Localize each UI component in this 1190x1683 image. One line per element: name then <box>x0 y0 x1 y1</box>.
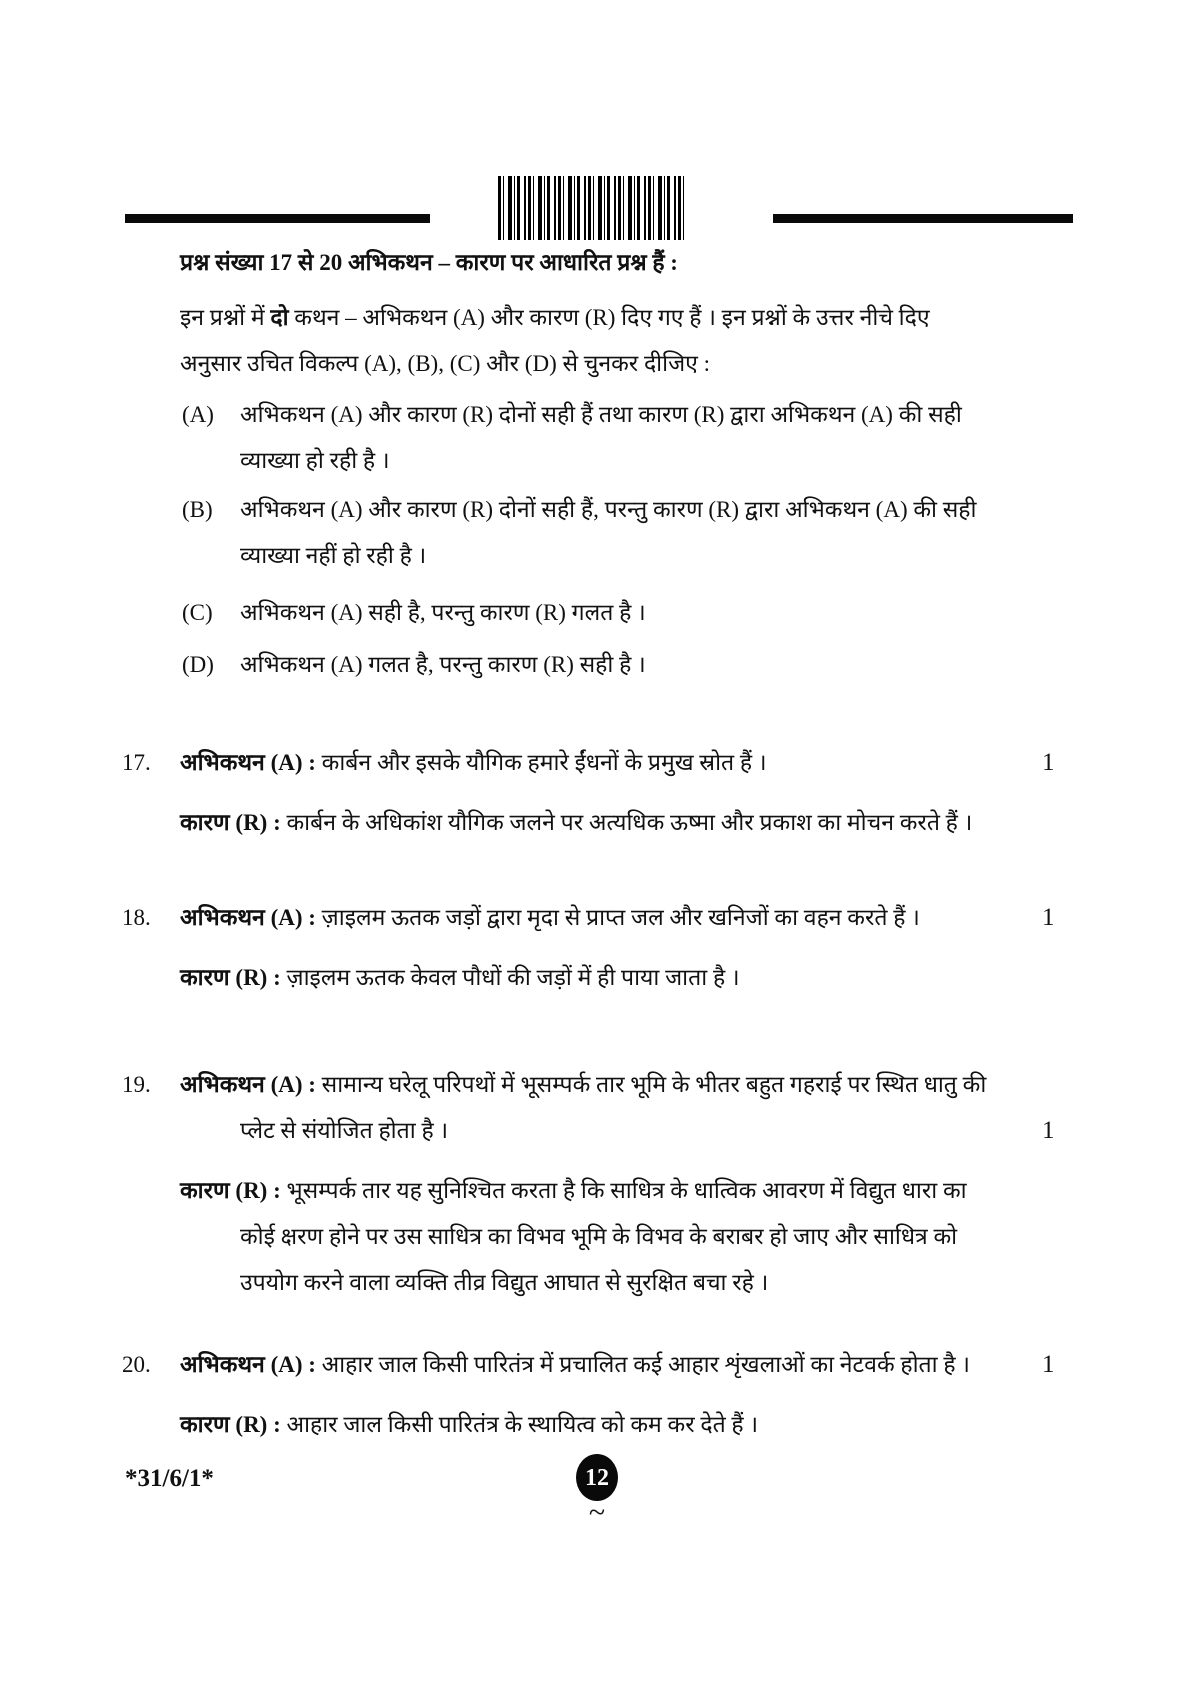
question-17-number: 17. <box>122 750 151 775</box>
assertion-text: कार्बन और इसके यौगिक हमारे ईंधनों के प्रमुख स्रोत हैं । <box>321 750 767 775</box>
section-heading: प्रश्न संख्या 17 से 20 अभिकथन – कारण पर आधारित प्रश्न हैं : <box>180 250 678 275</box>
barcode <box>498 176 688 240</box>
reason-label: कारण (R) : <box>180 1412 281 1437</box>
assertion-label: अभिकथन (A) : <box>180 1352 316 1377</box>
option-c-label: (C) <box>182 600 213 625</box>
question-20-assertion <box>180 1342 1020 1388</box>
reason-label: कारण (R) : <box>180 1178 281 1203</box>
option-a-text: अभिकथन (A) और कारण (R) दोनों सही हैं तथा कारण (R) द्वारा अभिकथन (A) की सही व्याख्या हो रही है । <box>240 402 962 473</box>
question-19-marks: 1 <box>1042 1117 1055 1144</box>
option-d <box>182 642 1042 688</box>
assertion-text: सामान्य घरेलू परिपथों में भूसम्पर्क तार भूमि के भीतर बहुत गहराई पर स्थित धातु की प्लेट से संयोजित होता है । <box>240 1072 987 1143</box>
page-number: 12 <box>585 1464 609 1491</box>
question-18 <box>122 895 1062 1001</box>
intro-text: इन प्रश्नों में <box>180 305 271 330</box>
question-19-assertion <box>180 1062 1020 1154</box>
intro-text-rest: कथन – अभिकथन (A) और कारण (R) दिए गए हैं । इन प्रश्नों के उत्तर नीचे दिए <box>288 305 930 330</box>
assertion-label: अभिकथन (A) : <box>180 905 316 930</box>
assertion-label: अभिकथन (A) : <box>180 1072 316 1097</box>
question-18-marks: 1 <box>1042 904 1055 931</box>
intro-bold-word: दो <box>270 305 289 330</box>
option-c <box>182 590 1042 636</box>
question-18-reason <box>180 955 1020 1001</box>
option-c-text: अभिकथन (A) सही है, परन्तु कारण (R) गलत है । <box>240 600 646 625</box>
question-20-number: 20. <box>122 1352 151 1377</box>
assertion-text: आहार जाल किसी पारितंत्र में प्रचालित कई आहार शृंखलाओं का नेटवर्क होता है । <box>321 1352 971 1377</box>
question-18-assertion <box>180 895 1020 941</box>
reason-text: आहार जाल किसी पारितंत्र के स्थायित्व को कम कर देते हैं । <box>286 1412 759 1437</box>
section-intro <box>180 295 1020 387</box>
option-b <box>182 487 1042 579</box>
question-19-number: 19. <box>122 1072 151 1097</box>
assertion-text: ज़ाइलम ऊतक जड़ों द्वारा मृदा से प्राप्त जल और खनिजों का वहन करते हैं । <box>321 905 920 930</box>
header-rule-left <box>125 214 430 223</box>
set-code: *31/6/1* <box>125 1465 214 1492</box>
reason-text: भूसम्पर्क तार यह सुनिश्चित करता है कि साधित्र के धात्विक आवरण में विद्युत धारा का कोई क्षरण होने पर उस साधित्र का विभव भूमि के विभव के बराबर हो जाए और साधित्र को उपयोग करने वाला व्यक्ति तीव्र विद्युत आघात से सुरक्षित बचा रहे । <box>240 1178 967 1295</box>
question-20-marks: 1 <box>1042 1351 1055 1378</box>
option-d-label: (D) <box>182 652 214 677</box>
reason-text: कार्बन के अधिकांश यौगिक जलने पर अत्यधिक ऊष्मा और प्रकाश का मोचन करते हैं । <box>286 810 973 835</box>
option-a <box>182 392 1042 484</box>
option-a-label: (A) <box>182 402 214 427</box>
reason-text: ज़ाइलम ऊतक केवल पौधों की जड़ों में ही पाया जाता है । <box>286 965 740 990</box>
page-number-badge <box>576 1454 618 1501</box>
option-b-label: (B) <box>182 497 213 522</box>
assertion-label: अभिकथन (A) : <box>180 750 316 775</box>
question-20 <box>122 1342 1062 1448</box>
question-17-reason <box>180 800 1020 846</box>
question-19-reason <box>180 1168 1020 1306</box>
option-d-text: अभिकथन (A) गलत है, परन्तु कारण (R) सही है । <box>240 652 646 677</box>
question-20-reason <box>180 1402 1020 1448</box>
reason-label: कारण (R) : <box>180 965 281 990</box>
question-18-number: 18. <box>122 905 151 930</box>
question-19 <box>122 1062 1062 1306</box>
option-b-text: अभिकथन (A) और कारण (R) दोनों सही हैं, परन्तु कारण (R) द्वारा अभिकथन (A) की सही व्याख्या नहीं हो रही है । <box>240 497 977 568</box>
reason-label: कारण (R) : <box>180 810 281 835</box>
question-17-marks: 1 <box>1042 749 1055 776</box>
question-17 <box>122 740 1062 846</box>
header-rule-right <box>773 214 1073 223</box>
continuation-mark: ~ <box>588 1496 606 1529</box>
question-17-assertion <box>180 740 1020 786</box>
intro-text-line2: अनुसार उचित विकल्प (A), (B), (C) और (D) से चुनकर दीजिए : <box>180 351 711 376</box>
